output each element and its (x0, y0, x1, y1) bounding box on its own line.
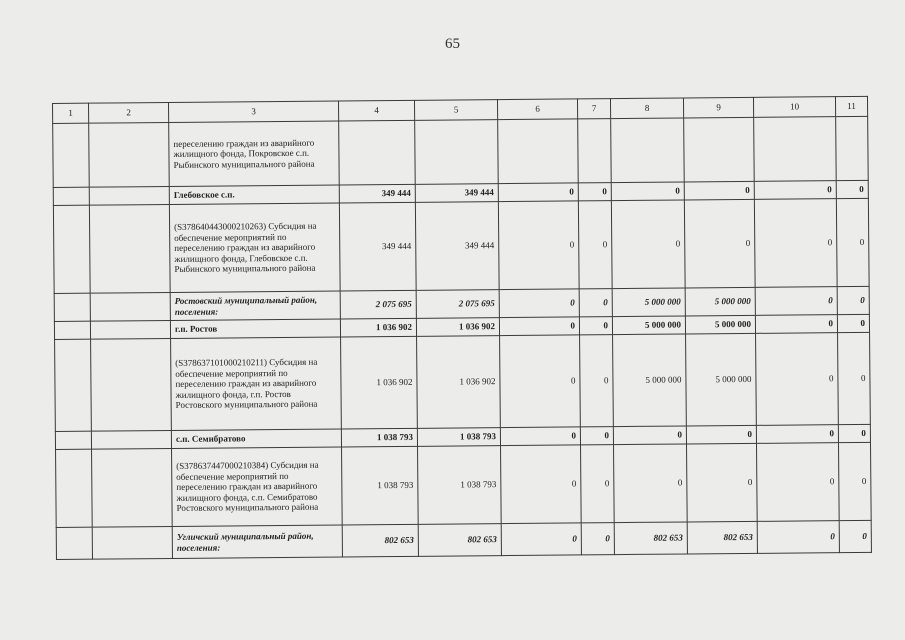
value-cell: 0 (578, 183, 611, 201)
value-cell: 349 444 (339, 202, 416, 291)
value-cell: 0 (757, 521, 839, 554)
row-name: с.п. Семибратово (171, 429, 341, 448)
value-cell: 0 (684, 181, 754, 200)
value-cell (754, 117, 837, 182)
page-number: 65 (445, 36, 460, 52)
value-cell: 0 (754, 199, 837, 288)
value-cell: 0 (839, 520, 871, 552)
empty-cell (91, 338, 172, 431)
value-cell: 5 000 000 (685, 287, 755, 316)
value-cell: 0 (498, 183, 578, 202)
value-cell: 5 000 000 (685, 315, 755, 334)
value-cell: 0 (614, 444, 688, 523)
value-cell: 802 653 (687, 521, 757, 554)
row-name: г.п. Ростов (170, 319, 340, 338)
row-name: Ростовский муниципальный район, поселения: (170, 291, 340, 320)
header-cell: 5 (414, 100, 497, 121)
empty-cell (89, 186, 169, 205)
header-cell: 1 (53, 103, 89, 123)
value-cell: 1 036 902 (340, 318, 416, 337)
header-cell: 2 (89, 102, 169, 123)
empty-cell (53, 205, 90, 293)
row-name: (S378637447000210384) Субсидия на обеспечение мероприятий по переселению граждан из аварийного жилищного фонда, с.п. Семибратово Ростовского муниципального района (172, 447, 343, 526)
value-cell (498, 119, 579, 184)
value-cell: 2 075 695 (416, 290, 499, 319)
value-cell: 0 (578, 201, 612, 289)
value-cell: 802 653 (614, 522, 687, 555)
empty-cell (56, 527, 92, 559)
value-cell: 0 (836, 198, 869, 286)
value-cell: 0 (611, 200, 685, 289)
empty-cell (90, 292, 170, 321)
value-cell: 0 (686, 425, 756, 444)
value-cell: 0 (499, 289, 579, 318)
empty-cell (54, 321, 90, 339)
header-cell: 8 (610, 98, 683, 119)
table-row (56, 520, 871, 559)
value-cell: 0 (837, 314, 869, 332)
table-row (56, 442, 872, 527)
table-row (55, 332, 871, 431)
value-cell: 0 (836, 180, 868, 198)
empty-cell (90, 320, 170, 339)
value-cell (684, 117, 755, 182)
row-name: (S378637101000210211) Субсидия на обеспечение мероприятий по переселению граждан из аварийного жилищного фонда, г.п. Ростов Ростовского муниципального района (171, 337, 342, 430)
value-cell: 0 (838, 332, 871, 424)
empty-cell (92, 526, 172, 559)
value-cell: 0 (611, 182, 684, 201)
value-cell: 0 (501, 445, 582, 524)
value-cell: 349 444 (415, 184, 498, 203)
empty-cell (89, 122, 170, 187)
value-cell: 0 (838, 442, 871, 520)
value-cell: 5 000 000 (686, 333, 757, 426)
value-cell (339, 120, 416, 185)
header-cell: 3 (168, 101, 338, 122)
table-row (53, 198, 869, 293)
value-cell: 0 (755, 287, 837, 316)
row-name: (S378640443000210263) Субсидия на обеспечение мероприятий по переселению граждан из аварийного жилищного фонда, Глебовское с.п. Рыбинского муниципального района (169, 203, 340, 292)
empty-cell (54, 293, 90, 321)
empty-cell (91, 430, 171, 449)
value-cell: 0 (580, 427, 613, 445)
budget-table (52, 96, 872, 560)
value-cell: 802 653 (418, 524, 501, 557)
header-cell: 11 (835, 96, 867, 116)
value-cell: 0 (579, 289, 612, 317)
row-name: Глебовское с.п. (169, 185, 339, 204)
header-cell: 9 (683, 97, 753, 118)
empty-cell (56, 449, 93, 527)
value-cell: 1 036 902 (416, 318, 499, 337)
value-cell: 0 (754, 181, 836, 200)
value-cell: 0 (837, 286, 869, 314)
value-cell: 5 000 000 (612, 288, 685, 317)
value-cell: 1 038 793 (341, 428, 417, 447)
empty-cell (89, 204, 170, 293)
value-cell: 349 444 (415, 202, 499, 291)
value-cell: 0 (838, 424, 870, 442)
value-cell: 0 (613, 426, 686, 445)
value-cell (836, 116, 869, 180)
value-cell: 0 (684, 199, 755, 288)
value-cell: 0 (756, 333, 839, 426)
value-cell: 0 (499, 317, 579, 336)
value-cell: 0 (756, 443, 839, 522)
value-cell: 0 (755, 315, 837, 334)
value-cell: 0 (579, 317, 612, 335)
value-cell: 0 (756, 425, 838, 444)
value-cell: 0 (580, 335, 614, 427)
empty-cell (53, 123, 90, 187)
value-cell: 1 036 902 (341, 336, 418, 429)
value-cell: 802 653 (342, 524, 418, 557)
value-cell: 2 075 695 (340, 290, 416, 319)
value-cell: 1 038 793 (417, 428, 500, 447)
value-cell: 1 038 793 (342, 446, 419, 525)
value-cell (415, 120, 499, 185)
value-cell: 0 (500, 335, 581, 428)
header-cell: 10 (753, 97, 835, 118)
header-cell: 7 (577, 99, 610, 119)
empty-cell (92, 448, 173, 527)
value-cell: 0 (581, 523, 614, 555)
empty-cell (55, 431, 91, 449)
value-cell: 5 000 000 (613, 334, 687, 427)
value-cell (578, 119, 612, 183)
table-row (53, 116, 869, 187)
value-cell: 0 (500, 427, 580, 446)
empty-cell (55, 339, 92, 431)
value-cell: 0 (686, 443, 757, 522)
value-cell: 1 038 793 (418, 446, 502, 525)
value-cell: 5 000 000 (612, 316, 685, 335)
empty-cell (53, 187, 89, 205)
row-name: Угличский муниципальный район, поселения: (172, 525, 342, 558)
value-cell: 1 036 902 (417, 336, 501, 429)
value-cell: 0 (498, 201, 579, 290)
value-cell (611, 118, 685, 183)
header-cell: 4 (338, 100, 414, 121)
value-cell: 0 (501, 523, 581, 556)
value-cell: 349 444 (339, 184, 415, 203)
header-cell: 6 (497, 99, 577, 120)
value-cell: 0 (581, 445, 615, 523)
row-name: переселению граждан из аварийного жилищного фонда, Покровское с.п. Рыбинского муниципального района (169, 121, 340, 186)
